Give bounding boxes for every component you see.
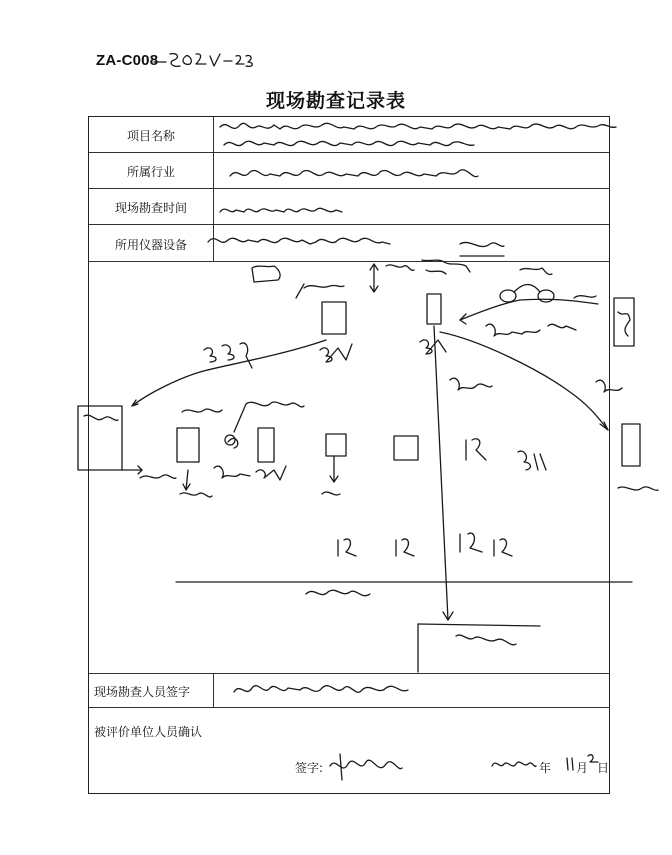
year-char: 年 [539,761,552,775]
handwritten-year [490,754,538,774]
page-title: 现场勘查记录表 [265,90,406,112]
confirmation-signature [326,748,406,784]
row-label-industry: 所属行业 [126,165,175,179]
row-label-survey-time: 现场勘查时间 [114,201,187,215]
handwritten-day [586,750,600,770]
day-char: 日 [597,761,610,775]
month-char: 月 [576,761,589,775]
sign-label: 签字: [295,761,324,775]
row-label-instruments: 所用仪器设备 [114,238,187,252]
document-number: ZA-C008 [96,52,159,69]
row-label-surveyor-signature: 现场勘查人员签字 [94,685,191,699]
handwritten-month [564,754,578,774]
row-label-unit-confirmation: 被评价单位人员确认 [94,725,203,739]
row-label-project-name: 项目名称 [126,129,175,143]
surveyor-signature [230,676,420,704]
